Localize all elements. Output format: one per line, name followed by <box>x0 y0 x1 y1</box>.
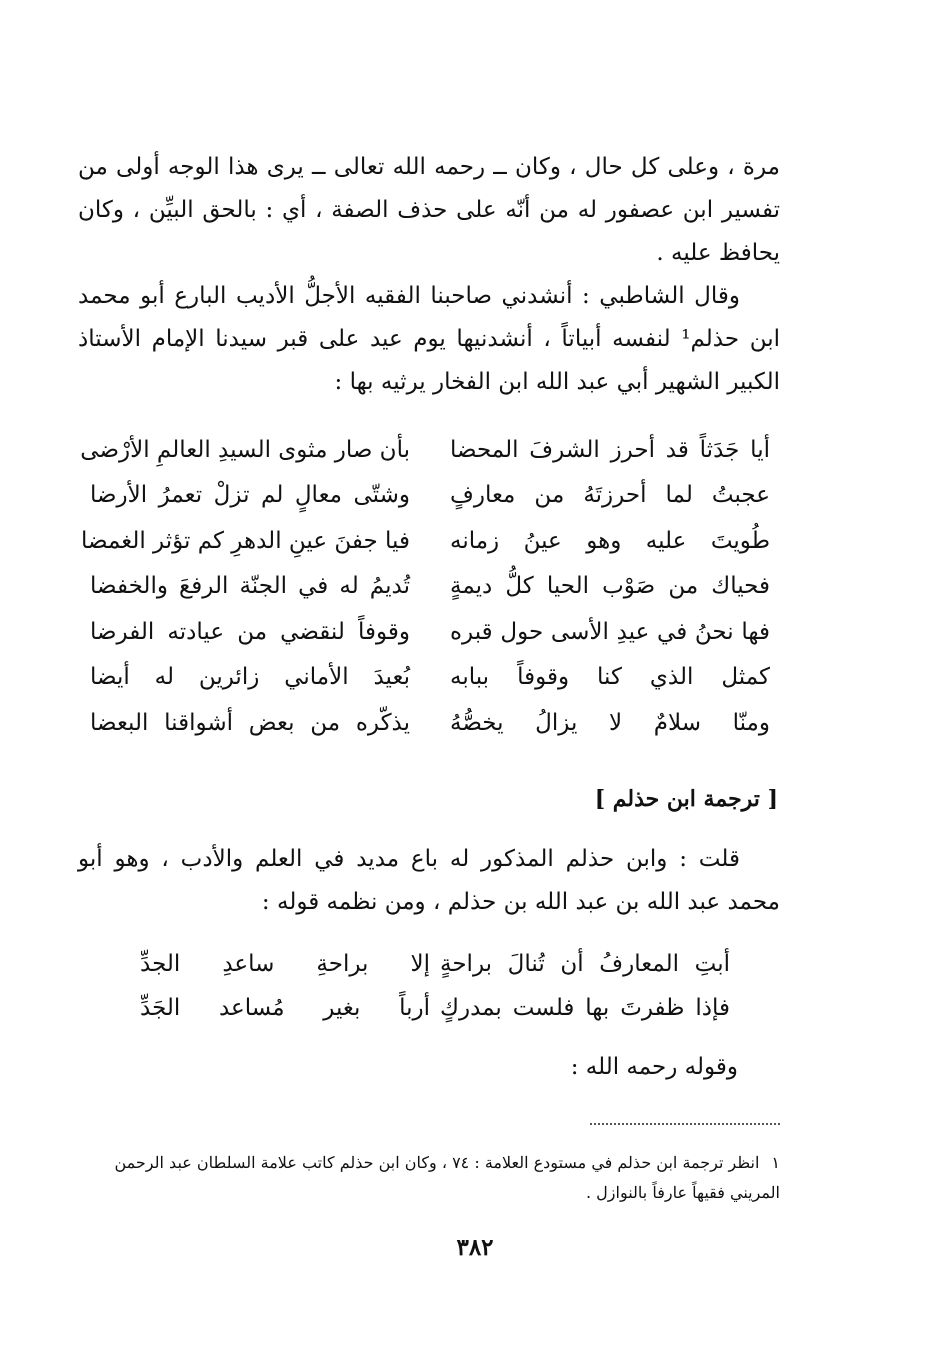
section-heading: [ ترجمة ابن حذلم ] <box>594 786 778 812</box>
footnote <box>80 1148 780 1208</box>
poem-elegy <box>80 427 770 746</box>
verse-second-hemistich: أرباً بغير مُساعد الجَدِّ <box>140 995 430 1021</box>
opening-text <box>78 146 780 404</box>
paragraph-continued: مرة ، وعلى كل حال ، وكان ــ رحمه الله تعالى ــ يرى هذا الوجه أولى من تفسير ابن عصفور له من أنّه على حذف الصفة ، أي : بالحق البيِّن ، وكان يحافظ عليه . <box>78 154 780 266</box>
verse-second-hemistich: يذكّره من بعض أشواقنا البعضا <box>90 709 410 736</box>
verse-line <box>90 700 770 746</box>
verse-line <box>90 564 770 610</box>
verse-second-hemistich: إلا براحةِ ساعدِ الجدِّ <box>140 951 430 977</box>
verse-second-hemistich: تُديمُ له في الجنّة الرفعَ والخفضا <box>90 573 410 600</box>
verse-first-hemistich: كمثل الذي كنا وقوفاً ببابه <box>450 664 770 691</box>
verse-first-hemistich: فحياك من صَوْب الحيا كلُّ ديمةٍ <box>450 573 770 600</box>
verse-first-hemistich: أيا جَدَثاً قد أحرز الشرفَ المحضا <box>450 436 770 463</box>
verse-second-hemistich: وقوفاً لنقضي من عيادته الفرضا <box>90 618 410 645</box>
verse-first-hemistich: أبتِ المعارفُ أن تُنالَ براحةٍ <box>440 951 730 977</box>
footnote-number: ١ <box>771 1153 780 1172</box>
verse-line <box>140 986 730 1030</box>
poem-lead-line: وقوله رحمه الله : <box>570 1054 738 1080</box>
verse-first-hemistich: فها نحنُ في عيدِ الأسى حول قبره <box>450 618 770 645</box>
verse-first-hemistich: عجبتُ لما أحرزتَهُ من معارفٍ <box>450 482 770 509</box>
paragraph-shatibi: وقال الشاطبي : أنشدني صاحبنا الفقيه الأجلُّ الأديب البارع أبو محمد ابن حذلم¹ لنفسه أبياتاً ، أنشدنيها يوم عيد على قبر سيدنا الإمام الأستاذ الكبير الشهير أبي عبد الله ابن الفخار يرثيه بها : <box>78 283 780 395</box>
verse-second-hemistich: وشتّى معالٍ لم تزلْ تعمرُ الأرضا <box>90 482 410 509</box>
page-number: ٣٨٢ <box>456 1234 494 1261</box>
verse-first-hemistich: ومنّا سلامٌ لا يزالُ يخصُّهُ <box>450 709 770 736</box>
verse-line <box>80 518 770 564</box>
verse-second-hemistich: بُعيدَ الأماني زائرين له أيضا <box>90 664 410 691</box>
verse-second-hemistich: فيا جفنَ عينِ الدهرِ كم تؤثر الغمضا <box>80 527 410 554</box>
verse-first-hemistich: فإذا ظفرتَ بها فلست بمدركٍ <box>440 995 730 1021</box>
footnote-divider <box>590 1123 780 1125</box>
verse-line <box>90 473 770 519</box>
poem-knowledge <box>140 942 730 1030</box>
verse-line <box>80 427 770 473</box>
verse-line <box>90 609 770 655</box>
verse-second-hemistich: بأن صار مثوى السيدِ العالمِ الأرْضى <box>80 436 410 463</box>
verse-line <box>90 655 770 701</box>
verse-first-hemistich: طُويتَ عليه وهو عينُ زمانه <box>450 527 770 554</box>
paragraph-bio: قلت : وابن حذلم المذكور له باع مديد في العلم والأدب ، وهو أبو محمد عبد الله بن عبد الله بن حذلم ، ومن نظمه قوله : <box>78 846 780 915</box>
verse-line <box>140 942 730 986</box>
footnote-text: انظر ترجمة ابن حذلم في مستودع العلامة : ٧٤ ، وكان ابن حذلم كاتب علامة السلطان عبد الرحمن المريني فقيهاً عارفاً بالنوازل . <box>114 1153 780 1202</box>
bio-text <box>78 838 780 924</box>
